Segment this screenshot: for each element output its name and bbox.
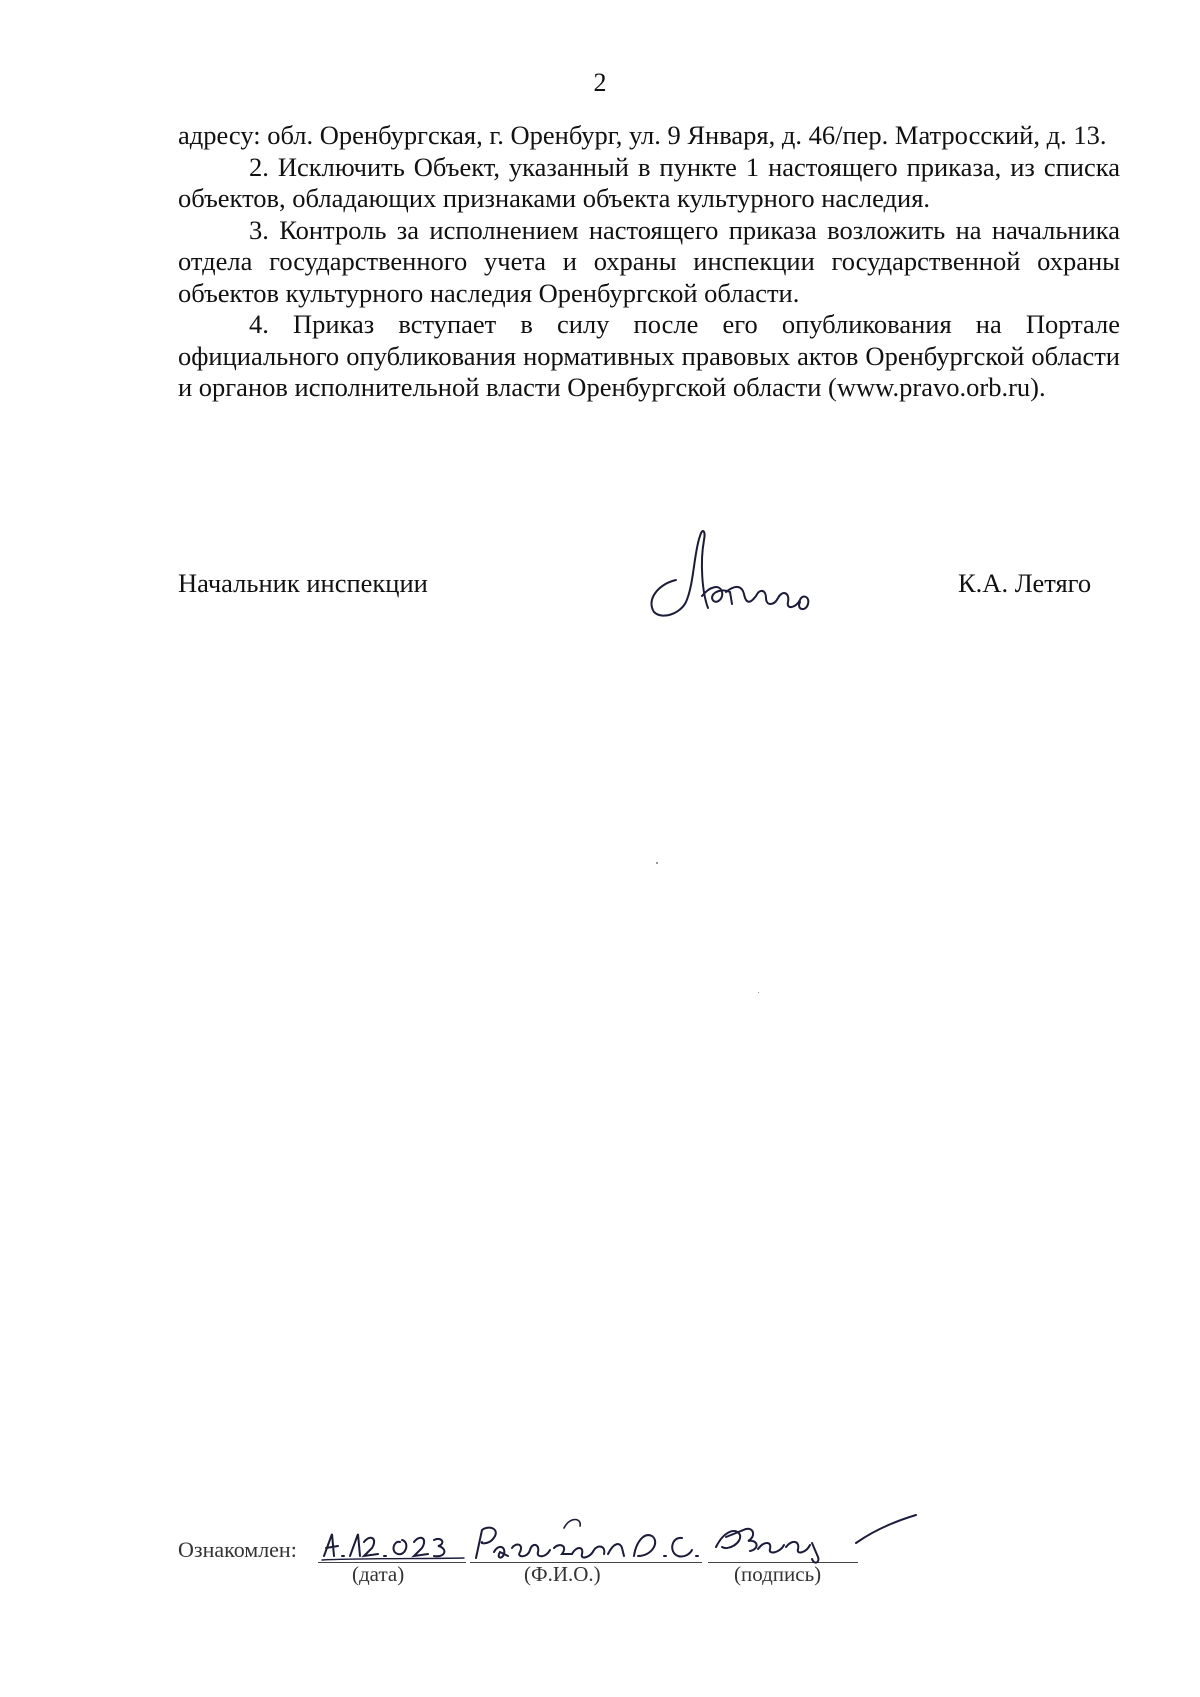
handwritten-name: [468, 1512, 708, 1568]
signer-position: Начальник инспекции: [178, 568, 428, 598]
scan-speck: [656, 862, 658, 864]
handwritten-date: [318, 1512, 468, 1568]
paragraph-item-4: 4. Приказ вступает в силу после его опубликования на Портале официального опубликования нормативных правовых актов Оренбургской области и органов исполнительной власти Оренбургской области (www.pravo.orb.ru).: [178, 309, 1120, 402]
signer-name: К.А. Летяго: [958, 568, 1092, 598]
name-caption: (Ф.И.О.): [524, 1562, 601, 1586]
paragraph-item-3: 3. Контроль за исполнением настоящего приказа возложить на начальника отдела государственного учета и охраны инспекции государственной охраны объектов культурного наследия Оренбургской области.: [178, 214, 1120, 308]
signature-caption: (подпись): [734, 1562, 822, 1586]
document-body: [178, 120, 1120, 404]
paragraph-address: адресу: обл. Оренбургская, г. Оренбург, ул. 9 Января, д. 46/пер. Матросский, д. 13.: [178, 120, 1107, 150]
handwritten-acknowledgement-signature: [706, 1506, 926, 1568]
scan-speck: [758, 992, 759, 993]
paragraph-item-2: 2. Исключить Объект, указанный в пункте 1 настоящего приказа, из списка объектов, обладающих признаками объекта культурного наследия.: [178, 151, 1120, 213]
page-number: 2: [593, 68, 607, 97]
handwritten-signature: [628, 522, 838, 622]
date-caption: (дата): [352, 1562, 405, 1586]
acknowledgement-label: Ознакомлен:: [178, 1537, 297, 1562]
